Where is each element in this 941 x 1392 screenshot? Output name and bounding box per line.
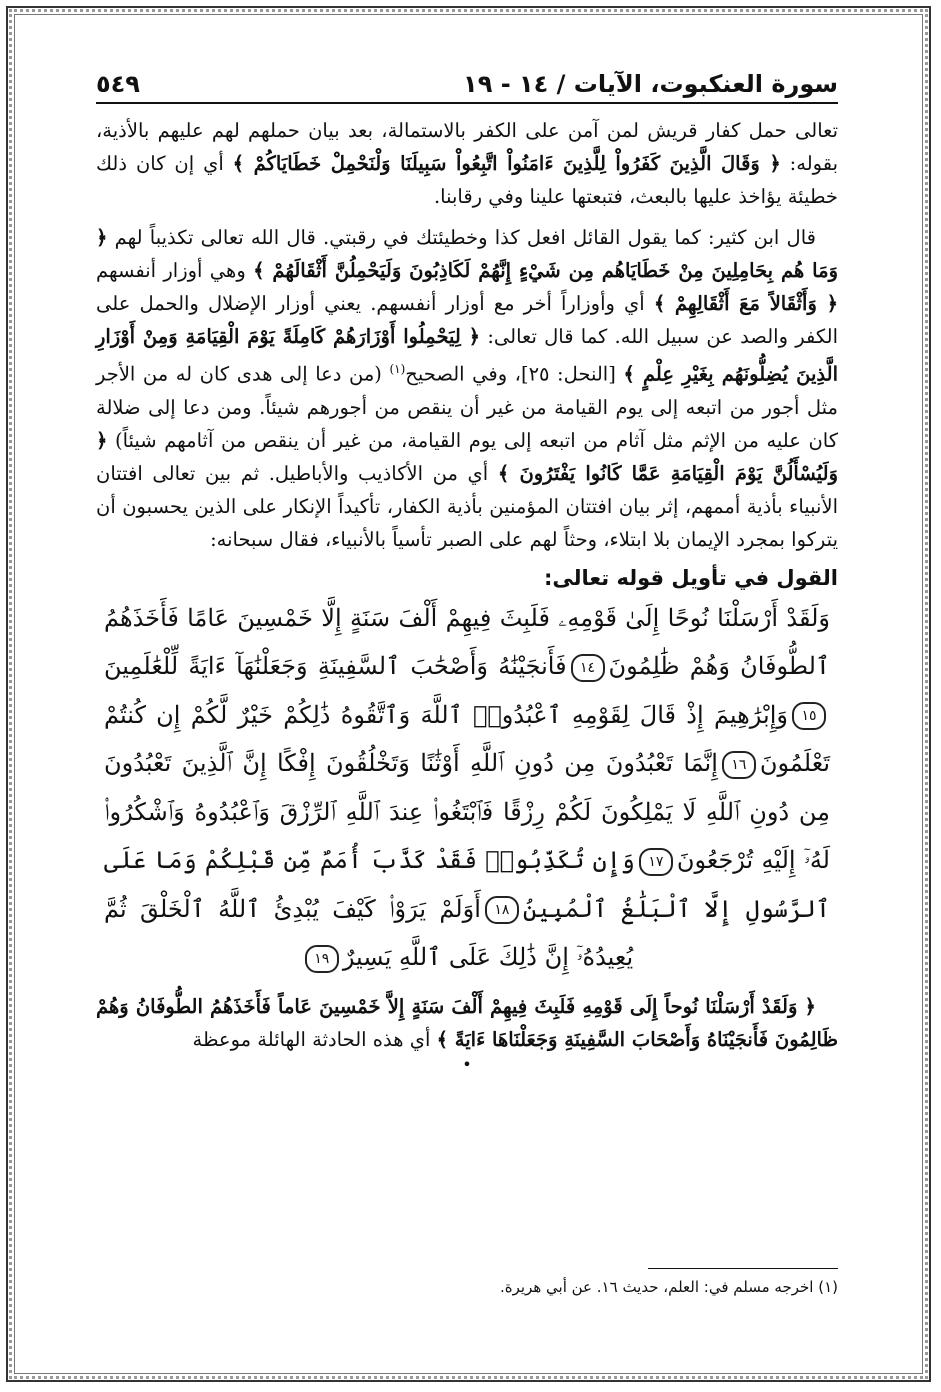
page-header <box>96 58 838 104</box>
page-number: ٥٤٩ <box>96 70 140 98</box>
quran-quote: ﴿ وَلَقَدْ أَرْسَلْنَا نُوحاً إِلَى قَوْمِهِ فَلَبِثَ فِيهِمْ أَلْفَ سَنَةٍ إِلاَّ خَمْسِينَ عَاماً فَأَخَذَهُمُ الطُّوفَانُ وَهُمْ ظَالِمُونَ فَأَنجَيْنَاهُ وَأَصْحَابَ السَّفِينَةِ وَجَعَلْنَاهَا ءَايَةً ﴾ <box>96 994 838 1051</box>
footnote-reference: (١) <box>389 362 406 376</box>
ayah-number-marker: ١٤ <box>571 654 605 682</box>
verse-18: وَإِن تُكَذِّبُوا۟ فَقَدْ كَذَّبَ أُمَمٌ مِّن قَبْلِكُمْ وَمَا عَلَى ٱلرَّسُولِ إِلَّا ٱلْبَلَٰغُ ٱلْمُبِينُ <box>104 846 831 923</box>
quran-quote: ﴿ لِيَحْمِلُوا أَوْزَارَهُمْ كَامِلَةً يَوْمَ الْقِيَامَةِ وَمِنْ أَوْزَارِ الَّذِينَ يُضِلُّونَهُم بِغَيْرِ عِلْمٍ ﴾ <box>96 325 838 386</box>
ayah-number-marker: ١٧ <box>639 848 673 876</box>
quran-quote: ﴿ وَقَالَ الَّذِينَ كَفَرُواْ لِلَّذِينَ ءَامَنُواْ اتَّبِعُواْ سَبِيلَنَا وَلْنَحْمِلْ خَطَايَاكُمْ ﴾ <box>232 152 781 175</box>
footnote: (١) اخرجه مسلم في: العلم، حديث ١٦. عن أبي هريرة. <box>499 1278 838 1296</box>
paragraph-2-text-d: [النحل: ٢٥]، وفي الصحيح <box>405 362 624 386</box>
verse-17: إِنَّمَا تَعْبُدُونَ مِن دُونِ ٱللَّهِ أَوْثَٰنًا وَتَخْلُقُونَ إِفْكًا إِنَّ ٱلَّذِينَ تَعْبُدُونَ مِن دُونِ ٱللَّهِ لَا يَمْلِكُونَ لَكُمْ رِزْقًا فَٱبْتَغُوا۟ عِندَ ٱللَّهِ ٱلرِّزْقَ وَٱعْبُدُوهُ وَٱشْكُرُوا۟ لَهُۥٓ إِلَيْهِ تُرْجَعُونَ <box>104 749 830 874</box>
ayah-number-marker: ١٥ <box>792 702 826 730</box>
paragraph-1-text-a: تعالى حمل كفار قريش لمن آمن على الكفر بالاستمالة، بعد بيان حملهم لهم عليهم بالأذية، بقوله: <box>96 119 839 175</box>
page-content <box>96 58 838 1072</box>
footnote-divider <box>648 1268 838 1269</box>
ayah-number-marker: ١٦ <box>722 751 756 779</box>
running-title: سورة العنكبوت، الآيات / ١٤ - ١٩ <box>463 70 838 98</box>
paragraph-2-text-e: (من دعا إلى هدى كان له من الأجر مثل أجور من اتبعه إلى يوم القيامة من غير أن ينقص من أجورهم شيئاً. ومن دعا إلى ضلالة كان عليه من الإثم مثل آثام من اتبعه إلى يوم القيامة، من غير أن ينقص من آثامهم شيئاً) <box>96 362 838 452</box>
ayah-number-marker: ١٨ <box>485 896 519 924</box>
quran-quote: ﴿ وَلَيُسْأَلُنَّ يَوْمَ الْقِيَامَةِ عَمَّا كَانُوا يَفْتَرُونَ ﴾ <box>96 428 839 485</box>
verse-14: وَلَقَدْ أَرْسَلْنَا نُوحًا إِلَىٰ قَوْمِهِۦ فَلَبِثَ فِيهِمْ أَلْفَ سَنَةٍ إِلَّا خَمْسِينَ عَامًا فَأَخَذَهُمُ ٱلطُّوفَانُ وَهُمْ ظَٰلِمُونَ <box>104 603 830 680</box>
paragraph-3-text: أي هذه الحادثة الهائلة موعظة <box>192 1027 437 1051</box>
paragraph-2-text-a: قال ابن كثير: كما يقول القائل افعل كذا وخطيئتك في رقبتي. قال الله تعالى تكذيباً لهم <box>107 226 816 249</box>
quran-quote: ﴿ وَأَثْقَالاً مَعَ أَثْقَالِهِمْ ﴾ <box>653 292 838 315</box>
paragraph-2-text-b: وهي أوزار أنفسهم <box>96 259 254 282</box>
paragraph-2-text-c: أي وأوزاراً أخر مع أوزار أنفسهم. يعني أوزار الإضلال والحمل على الكفر والصد عن سبيل الله. كما قال تعالى: <box>96 292 838 348</box>
paragraph-2 <box>96 221 838 556</box>
verse-19: أَوَلَمْ يَرَوْا۟ كَيْفَ يُبْدِئُ ٱللَّهُ ٱلْخَلْقَ ثُمَّ يُعِيدُهُۥٓ إِنَّ ذَٰلِكَ عَلَى ٱللَّهِ يَسِيرٌ <box>104 894 634 971</box>
verse-16: وَإِبْرَٰهِيمَ إِذْ قَالَ لِقَوْمِهِ ٱعْبُدُوا۟ ٱللَّهَ وَٱتَّقُوهُ ذَٰلِكُمْ خَيْرٌ لَّكُمْ إِن كُنتُمْ تَعْلَمُونَ <box>104 700 830 777</box>
verse-15: فَأَنجَيْنَٰهُ وَأَصْحَٰبَ ٱلسَّفِينَةِ وَجَعَلْنَٰهَآ ءَايَةً لِّلْعَٰلَمِينَ <box>104 652 567 680</box>
section-heading: القول في تأويل قوله تعالى: <box>544 565 838 590</box>
paragraph-3 <box>96 990 838 1056</box>
ayah-number-marker: ١٩ <box>305 945 339 973</box>
quran-verses-block <box>96 594 838 982</box>
paragraph-2-text-f: أي من الأكاذيب والأباطيل. ثم بين تعالى افتتان الأنبياء بأذية أممهم، إثر بيان افتتان المؤمنين بأذية الكفار، تأكيداً الإنكار على الذين يحسبون أن يتركوا بمجرد الإيمان بلا ابتلاء، وحثاً لهم على الصبر تأسياً بالأنبياء، فقال سبحانه: <box>96 461 838 551</box>
center-mark: • <box>462 1054 472 1074</box>
quran-quote: ﴿ وَمَا هُم بِحَامِلِينَ مِنْ خَطَايَاهُم مِن شَيْءٍ إِنَّهُمْ لَكَاذِبُونَ وَلَيَحْمِلُنَّ أَثْقَالَهُمْ ﴾ <box>96 226 838 282</box>
paragraph-1 <box>96 114 838 213</box>
paragraph-1-text-b: أي إن كان ذلك خطيئة يؤاخذ عليها بالبعث، فتبعتها علينا وفي رقابنا. <box>96 152 838 208</box>
